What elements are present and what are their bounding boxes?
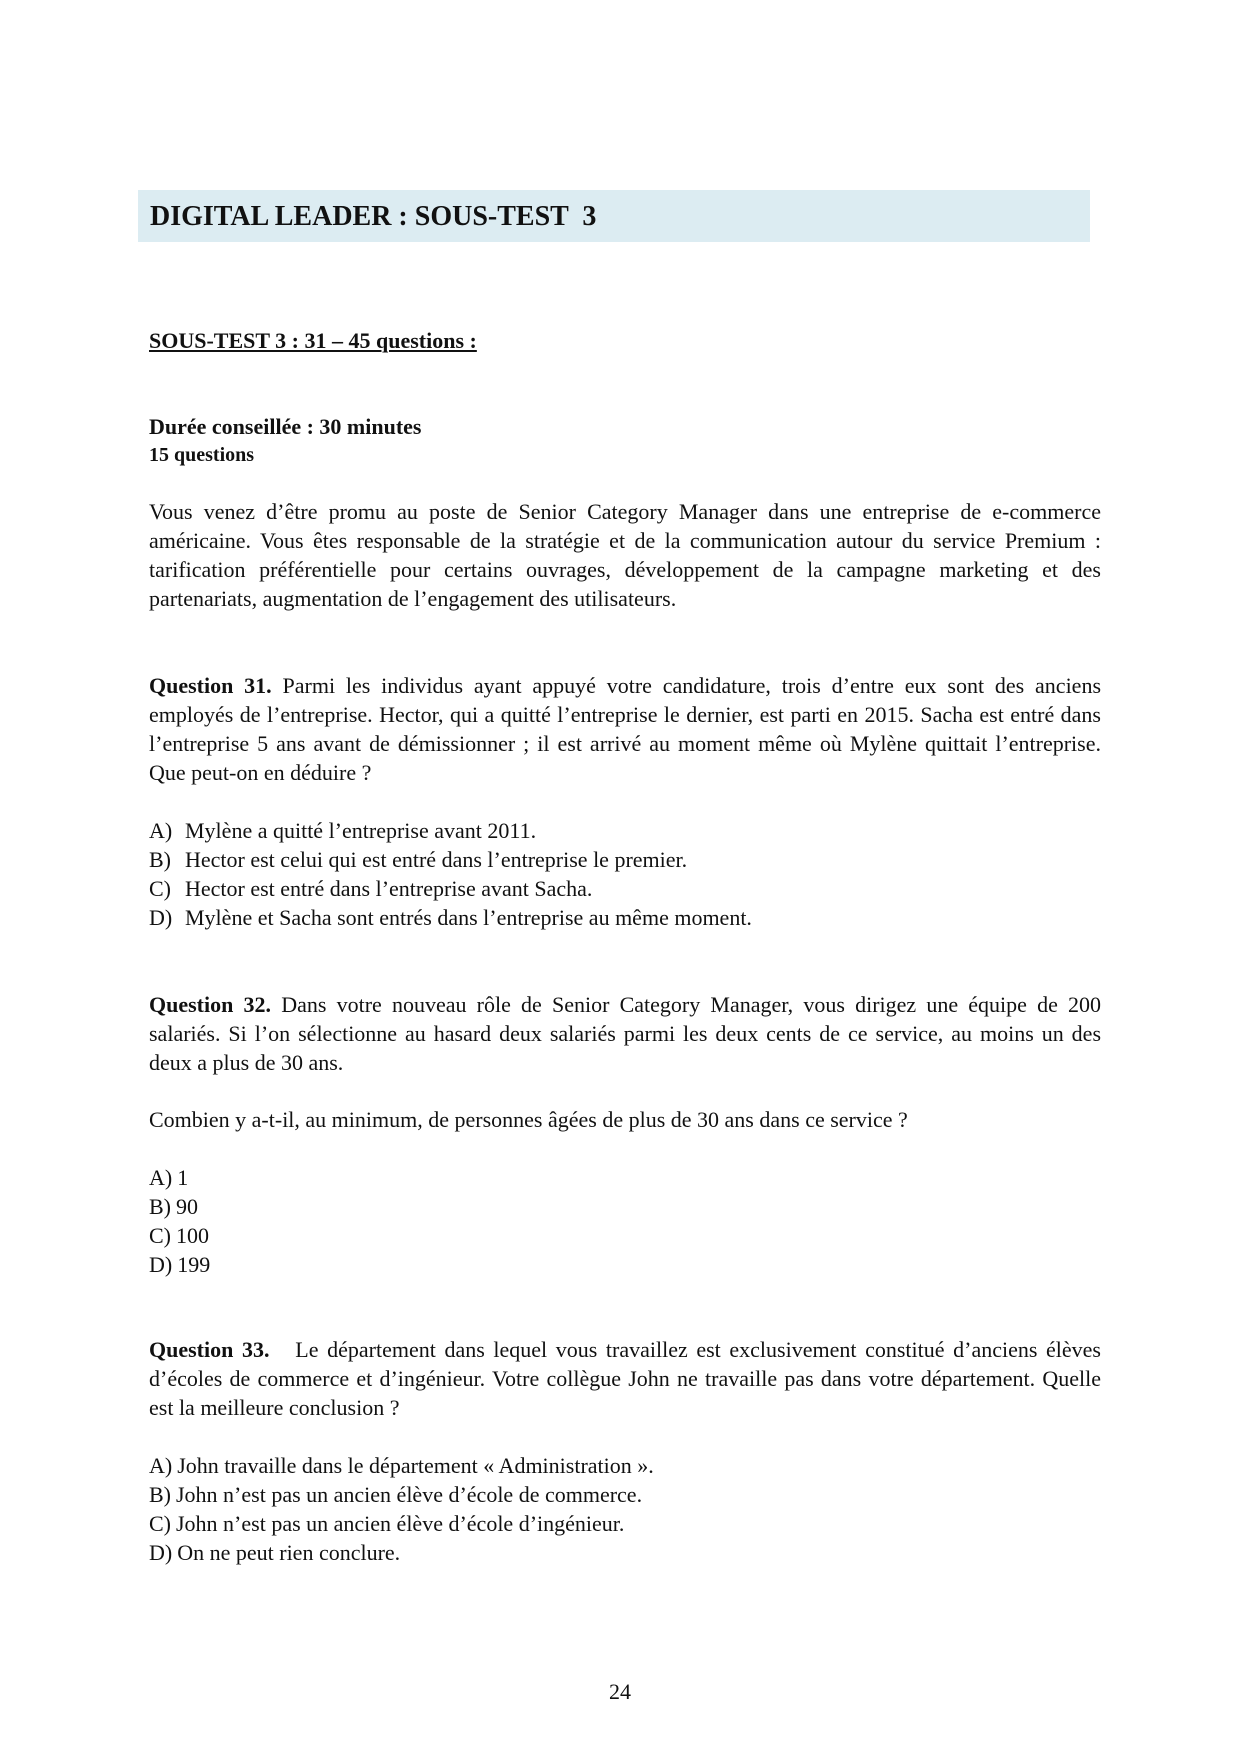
question-label: Question 33.	[149, 1337, 270, 1362]
section-title: DIGITAL LEADER : SOUS-TEST 3	[150, 201, 597, 232]
question-count: 15 questions	[149, 444, 255, 466]
question-33-options	[149, 1451, 1101, 1567]
recommended-duration: Durée conseillée : 30 minutes	[149, 414, 422, 439]
question-text: Le département dans lequel vous travaillez est exclusivement constitué d’anciens élèves d’écoles de commerce et d’ingénieur. Votre collègue John ne travaille pas dans votre département. Quelle est la meilleure conclusion ?	[149, 1337, 1101, 1420]
option-a: A) John travaille dans le département « Administration ».	[149, 1453, 654, 1478]
option-d: D) 199	[149, 1252, 211, 1277]
intro-paragraph: Vous venez d’être promu au poste de Senior Category Manager dans une entreprise de e-commerce américaine. Vous êtes responsable de la stratégie et de la communication autour du service Premium : tarification préférentielle pour certains ouvrages, développement de la campagne marketing et des partenariats, augmentation de l’engagement des utilisateurs.	[149, 499, 1101, 611]
option-b: B) Hector est celui qui est entré dans l’entreprise le premier.	[149, 847, 688, 872]
page-number: 24	[609, 1679, 631, 1704]
option-c: C) John n’est pas un ancien élève d’école d’ingénieur.	[149, 1511, 625, 1536]
question-32-prompt: Combien y a-t-il, au minimum, de personnes âgées de plus de 30 ans dans ce service ?	[149, 1107, 908, 1132]
option-c: C) Hector est entré dans l’entreprise avant Sacha.	[149, 876, 593, 901]
option-d: D) On ne peut rien conclure.	[149, 1540, 401, 1565]
option-b: B) 90	[149, 1194, 198, 1219]
option-a: A) Mylène a quitté l’entreprise avant 2011.	[149, 818, 537, 843]
question-32-options	[149, 1163, 1101, 1279]
question-31	[149, 671, 1101, 787]
option-d: D) Mylène et Sacha sont entrés dans l’entreprise au même moment.	[149, 905, 752, 930]
question-text: Dans votre nouveau rôle de Senior Category Manager, vous dirigez une équipe de 200 salariés. Si l’on sélectionne au hasard deux salariés parmi les deux cents de ce service, au moins un des deux a plus de 30 ans.	[149, 992, 1102, 1075]
option-a: A) 1	[149, 1165, 189, 1190]
question-label: Question 31.	[149, 673, 272, 698]
question-33	[149, 1335, 1101, 1422]
subtest-heading: SOUS-TEST 3 : 31 – 45 questions :	[149, 328, 477, 353]
option-b: B) John n’est pas un ancien élève d’école de commerce.	[149, 1482, 643, 1507]
question-31-options	[149, 816, 1101, 932]
question-label: Question 32.	[149, 992, 272, 1017]
question-text: Parmi les individus ayant appuyé votre candidature, trois d’entre eux sont des anciens employés de l’entreprise. Hector, qui a quitté l’entreprise le dernier, est parti en 2015. Sacha est entré dans l’entreprise 5 ans avant de démissionner ; il est arrivé au moment même où Mylène quittait l’entreprise. Que peut-on en déduire ?	[149, 673, 1102, 785]
option-c: C) 100	[149, 1223, 209, 1248]
question-32	[149, 990, 1101, 1077]
